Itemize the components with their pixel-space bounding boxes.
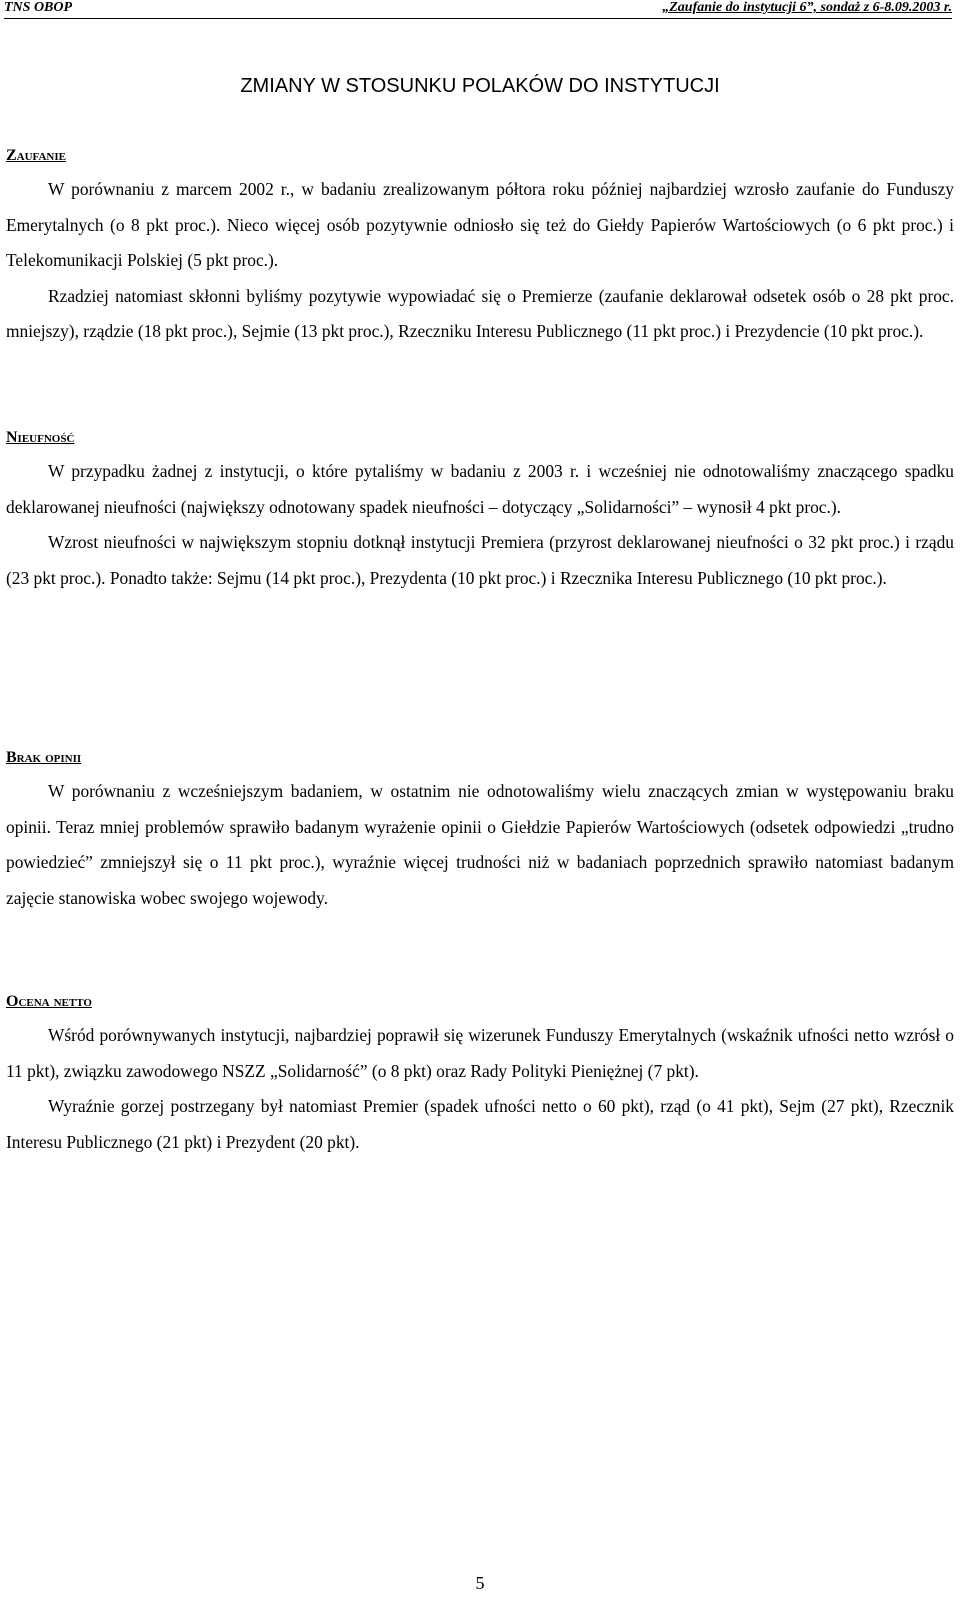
header-org: TNS OBOP: [4, 0, 73, 15]
section-heading: Nieufność: [6, 429, 75, 446]
paragraph: Wyraźnie gorzej postrzegany był natomiast Premier (spadek ufności netto o 60 pkt), rząd (o 41 pkt), Sejm (27 pkt), Rzecznik Interesu Publicznego (21 pkt) i Prezydent (20 pkt).: [6, 1096, 954, 1152]
section-heading: Zaufanie: [6, 147, 66, 164]
paragraph: W porównaniu z wcześniejszym badaniem, w ostatnim nie odnotowaliśmy wielu znaczących zmian w występowaniu braku opinii. Teraz mniej problemów sprawiło badanym wyrażenie opinii o Giełdzie Papierów Wartościowych (odsetek odpowiedzi „trudno powiedzieć” zmniejszył się o 11 pkt proc.), wyraźnie więcej trudności niż w badaniach poprzednich sprawiło natomiast badanym zajęcie stanowiska wobec swojego wojewody.: [6, 781, 954, 908]
paragraph: Wśród porównywanych instytucji, najbardziej poprawił się wizerunek Funduszy Emerytalnych (wskaźnik ufności netto wzrósł o 11 pkt), związku zawodowego NSZZ „Solidarność” (o 8 pkt) oraz Rady Polityki Pieniężnej (7 pkt).: [6, 1025, 954, 1081]
section-heading: Brak opinii: [6, 749, 82, 766]
page-title: ZMIANY W STOSUNKU POLAKÓW DO INSTYTUCJI: [240, 75, 720, 97]
section-ocena-netto: [6, 992, 954, 1160]
page-number: 5: [475, 1573, 485, 1593]
section-heading: Ocena netto: [6, 993, 92, 1010]
page-header: [4, 0, 952, 19]
paragraph: W przypadku żadnej z instytucji, o które pytaliśmy w badaniu z 2003 r. i wcześniej nie odnotowaliśmy znaczącego spadku deklarowanej nieufności (największy odnotowany spadek nieufności – dotyczący „Solidarności” – wynosił 4 pkt proc.).: [6, 461, 954, 517]
section-zaufanie: [6, 146, 954, 350]
header-report-title: „Zaufanie do instytucji 6”, sondaż z 6-8.09.2003 r.: [662, 0, 952, 15]
section-brak-opinii: [6, 748, 954, 916]
section-nieufnosc: [6, 428, 954, 596]
paragraph: Rzadziej natomiast skłonni byliśmy pozytywie wypowiadać się o Premierze (zaufanie deklarował odsetek osób o 28 pkt proc. mniejszy), rządzie (18 pkt proc.), Sejmie (13 pkt proc.), Rzeczniku Interesu Publicznego (11 pkt proc.) i Prezydencie (10 pkt proc.).: [6, 285, 954, 342]
paragraph: W porównaniu z marcem 2002 r., w badaniu zrealizowanym półtora roku później najbardziej wzrosło zaufanie do Funduszy Emerytalnych (o 8 pkt proc.). Nieco więcej osób pozytywnie odniosło się też do Giełdy Papierów Wartościowych (o 6 pkt proc.) i Telekomunikacji Polskiej (5 pkt proc.).: [6, 179, 954, 271]
paragraph: Wzrost nieufności w największym stopniu dotknął instytucji Premiera (przyrost deklarowanej nieufności o 32 pkt proc.) i rządu (23 pkt proc.). Ponadto także: Sejmu (14 pkt proc.), Prezydenta (10 pkt proc.) i Rzecznika Interesu Publicznego (10 pkt proc.).: [6, 532, 954, 588]
